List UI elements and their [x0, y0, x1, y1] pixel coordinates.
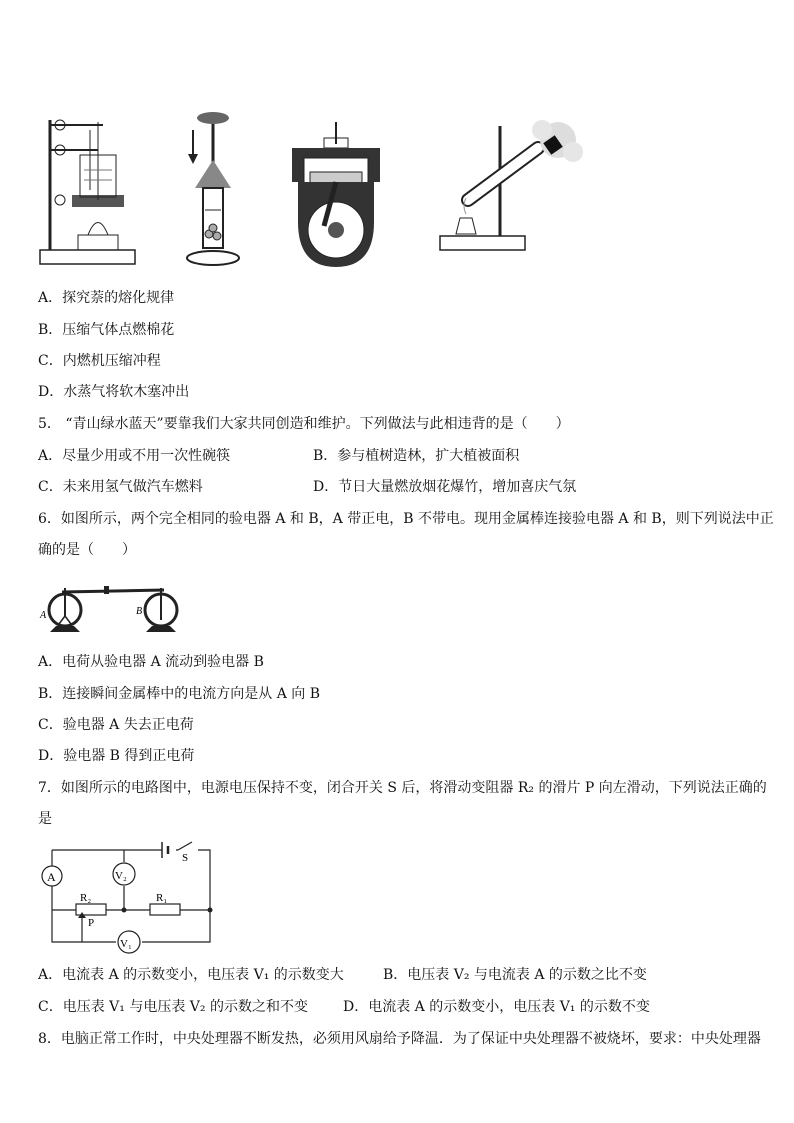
electroscope-label-a: A	[40, 610, 47, 621]
electroscope-label-b: B	[136, 606, 143, 617]
electroscope-figure	[38, 580, 188, 640]
q5-option-c[interactable]: C．未来用氢气做汽车燃料	[38, 479, 203, 495]
steam-cork-figure	[438, 118, 588, 254]
q7-option-d[interactable]: D．电流表 A 的示数变小，电压表 V₁ 的示数不变	[343, 999, 650, 1015]
q5-option-d[interactable]: D．节日大量燃放烟花爆竹，增加喜庆气氛	[313, 479, 577, 495]
q6-stem-line1: 6．如图所示，两个完全相同的验电器 A 和 B，A 带正电，B 不带电。现用金属棒连接验电器 A 和 B，则下列说法中正	[38, 511, 774, 527]
q8-stem-line1: 8．电脑正常工作时，中央处理器不断发热，必须用风扇给予降温．为了保证中央处理器不被烧坏，要求：中央处理器	[38, 1031, 761, 1047]
switch-s-label: S	[182, 852, 189, 864]
q7-option-b[interactable]: B．电压表 V₂ 与电流表 A 的示数之比不变	[383, 967, 647, 983]
q7-option-c[interactable]: C．电压表 V₁ 与电压表 V₂ 的示数之和不变	[38, 999, 308, 1015]
resistor-r1-label: R₁	[156, 892, 168, 904]
q7-option-a[interactable]: A．电流表 A 的示数变小，电压表 V₁ 的示数变大	[38, 967, 344, 983]
ammeter-label: A	[47, 870, 56, 884]
q6-option-c[interactable]: C．验电器 A 失去正电荷	[38, 717, 194, 733]
q7-stem-line2: 是	[38, 811, 52, 827]
q4-option-b[interactable]: B．压缩气体点燃棉花	[38, 322, 175, 338]
q4-option-c[interactable]: C．内燃机压缩冲程	[38, 353, 161, 369]
compressed-air-figure	[175, 110, 245, 270]
voltmeter-v1-label: V₁	[120, 938, 132, 950]
circuit-diagram	[36, 838, 216, 960]
q6-option-b[interactable]: B．连接瞬间金属棒中的电流方向是从 A 向 B	[38, 686, 321, 702]
q6-stem-line2: 确的是（ ）	[38, 542, 136, 558]
q5-option-a[interactable]: A．尽量少用或不用一次性碗筷	[38, 448, 231, 464]
q4-option-d[interactable]: D．水蒸气将软木塞冲出	[38, 384, 190, 400]
q6-option-d[interactable]: D．验电器 B 得到正电荷	[38, 748, 195, 764]
q6-option-a[interactable]: A．电荷从验电器 A 流动到验电器 B	[38, 654, 264, 670]
engine-compression-figure	[288, 122, 384, 270]
voltmeter-v2-label: V₂	[115, 870, 127, 882]
resistor-r2-label: R₂	[80, 892, 92, 904]
q5-stem: 5． “青山绿水蓝天”要靠我们大家共同创造和维护。下列做法与此相违背的是（ ）	[38, 416, 570, 432]
naphthalene-melting-figure	[38, 110, 138, 270]
q4-option-a[interactable]: A．探究萘的熔化规律	[38, 290, 175, 306]
q7-stem-line1: 7．如图所示的电路图中，电源电压保持不变，闭合开关 S 后，将滑动变阻器 R₂ 的滑片 P 向左滑动，下列说法正确的	[38, 780, 767, 796]
q5-option-b[interactable]: B．参与植树造林，扩大植被面积	[313, 448, 520, 464]
slider-p-label: P	[88, 917, 95, 929]
